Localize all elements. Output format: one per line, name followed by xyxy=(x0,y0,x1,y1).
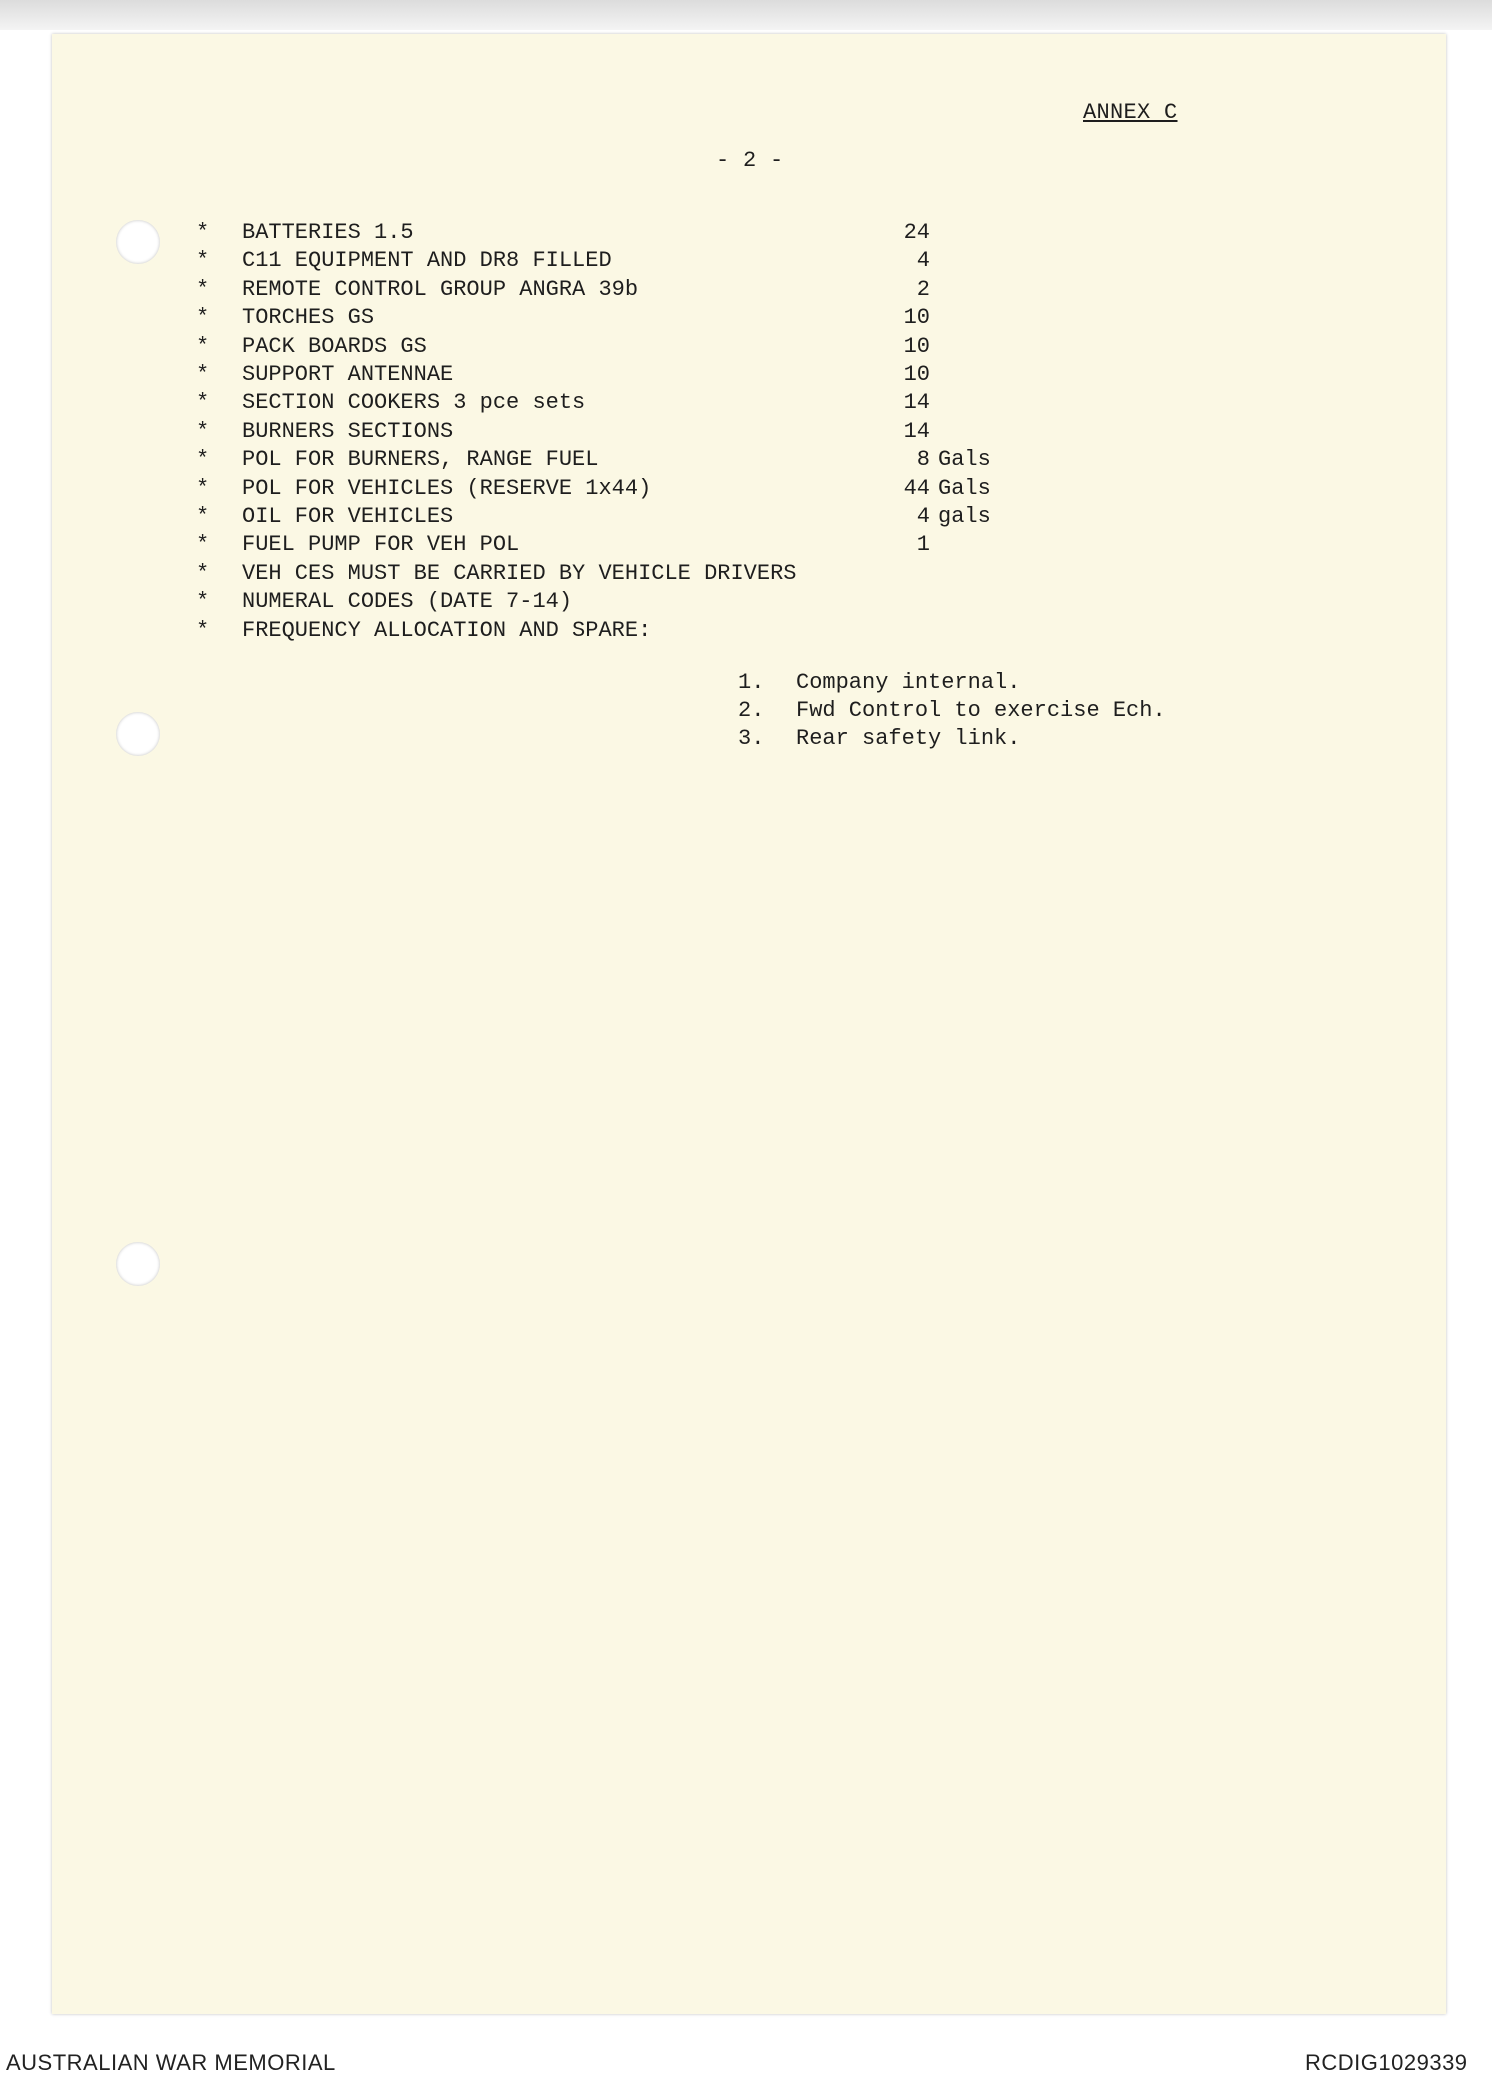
frequency-item xyxy=(52,698,1446,726)
item-label: POL FOR VEHICLES (RESERVE 1x44) xyxy=(242,475,652,501)
asterisk-bullet: * xyxy=(196,589,210,615)
item-label: SUPPORT ANTENNAE xyxy=(242,362,454,387)
frequency-text: Rear safety link. xyxy=(796,726,1021,751)
list-item xyxy=(52,561,1446,589)
item-quantity: 10 xyxy=(903,305,930,331)
list-item xyxy=(52,618,1446,646)
item-quantity: 10 xyxy=(903,362,930,387)
list-item xyxy=(52,277,1446,305)
item-label: TORCHES GS xyxy=(242,305,375,331)
list-item xyxy=(52,589,1446,617)
item-label: PACK BOARDS GS xyxy=(242,333,427,359)
list-item xyxy=(52,362,1446,390)
asterisk-bullet: * xyxy=(196,532,210,558)
frequency-number: 1. xyxy=(738,670,765,695)
list-item xyxy=(52,504,1446,532)
item-label: FREQUENCY ALLOCATION AND SPARE: xyxy=(242,617,652,643)
item-label: VEH CES MUST BE CARRIED BY VEHICLE DRIVERS xyxy=(242,560,797,586)
item-quantity: 8 xyxy=(916,447,930,473)
asterisk-bullet: * xyxy=(196,617,210,643)
list-item xyxy=(52,248,1446,276)
asterisk-bullet: * xyxy=(196,390,210,416)
item-quantity: 4 xyxy=(916,248,930,274)
item-label: POL FOR BURNERS, RANGE FUEL xyxy=(242,447,599,473)
scan-top-strip xyxy=(0,0,1492,30)
frequency-text: Fwd Control to exercise Ech. xyxy=(796,698,1166,723)
asterisk-bullet: * xyxy=(196,305,210,331)
frequency-item xyxy=(52,726,1446,754)
asterisk-bullet: * xyxy=(196,276,210,302)
item-quantity: 2 xyxy=(916,276,930,302)
item-quantity: 14 xyxy=(903,390,930,416)
frequency-number: 3. xyxy=(738,726,765,751)
list-item xyxy=(52,532,1446,560)
asterisk-bullet: * xyxy=(196,560,210,586)
item-label: BATTERIES 1.5 xyxy=(242,220,414,245)
asterisk-bullet: * xyxy=(196,333,210,359)
item-label: C11 EQUIPMENT AND DR8 FILLED xyxy=(242,248,612,274)
item-label: REMOTE CONTROL GROUP ANGRA 39b xyxy=(242,276,639,302)
item-unit: Gals xyxy=(938,447,991,473)
item-quantity: 24 xyxy=(903,220,930,245)
asterisk-bullet: * xyxy=(196,504,210,529)
list-item xyxy=(52,334,1446,362)
item-unit: Gals xyxy=(938,475,991,501)
list-item xyxy=(52,476,1446,504)
footer-institution: AUSTRALIAN WAR MEMORIAL xyxy=(6,2050,336,2075)
footer-reference-id: RCDIG1029339 xyxy=(1305,2050,1468,2075)
item-label: BURNERS SECTIONS xyxy=(242,418,454,444)
item-quantity: 14 xyxy=(903,418,930,444)
item-label: FUEL PUMP FOR VEH POL xyxy=(242,532,520,558)
frequency-number: 2. xyxy=(738,698,765,723)
asterisk-bullet: * xyxy=(196,475,210,501)
document-page xyxy=(52,34,1446,2014)
asterisk-bullet: * xyxy=(196,447,210,473)
punch-hole-bottom xyxy=(116,1242,160,1286)
item-quantity: 44 xyxy=(903,475,930,501)
list-item xyxy=(52,447,1446,475)
item-label: SECTION COOKERS 3 pce sets xyxy=(242,390,586,416)
list-item xyxy=(52,419,1446,447)
item-quantity: 10 xyxy=(903,333,930,359)
asterisk-bullet: * xyxy=(196,248,210,274)
item-quantity: 4 xyxy=(916,504,930,529)
list-item xyxy=(52,390,1446,418)
item-label: NUMERAL CODES (DATE 7-14) xyxy=(242,589,573,615)
list-item xyxy=(52,220,1446,248)
item-unit: gals xyxy=(938,504,991,529)
asterisk-bullet: * xyxy=(196,220,210,245)
page-number: - 2 - xyxy=(716,148,784,173)
asterisk-bullet: * xyxy=(196,362,210,387)
item-quantity: 1 xyxy=(916,532,930,558)
frequency-item xyxy=(52,670,1446,698)
asterisk-bullet: * xyxy=(196,418,210,444)
annex-heading: ANNEX C xyxy=(1083,100,1178,125)
list-item xyxy=(52,305,1446,333)
frequency-text: Company internal. xyxy=(796,670,1021,695)
item-label: OIL FOR VEHICLES xyxy=(242,504,454,529)
